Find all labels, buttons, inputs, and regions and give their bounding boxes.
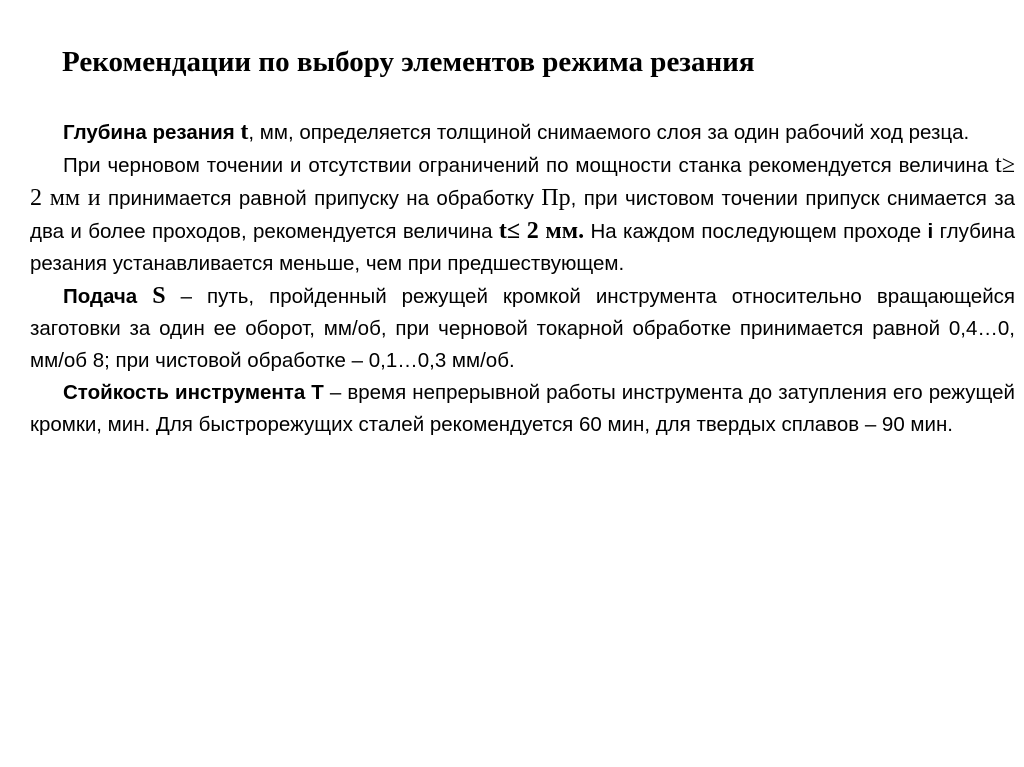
paragraph-depth <box>30 116 1015 149</box>
text-tool-life: – время непрерывной работы инструмента до затупления его режущей кромки, мин. Для быстрорежущих сталей рекомендуется 60 мин, для твердых сплавов – 90 мин. <box>30 381 1015 436</box>
text-roughing-5: глубина резания устанавливается меньше, чем при предшествующем. <box>30 220 1016 275</box>
text-roughing-3: , при чистовом точении припуск снимается за два и более проходов, рекомендуется величина <box>30 187 1015 243</box>
symbol-i: i <box>927 220 934 243</box>
text-feed: – путь, пройденный режущей кромкой инструмента относительно вращающейся заготовки за один ее оборот, мм/об, при черновой токарной обработке принимается равной 0,4…0, мм/об 8; при чистовой обработке – 0,1…0,3 мм/об. <box>30 285 1015 372</box>
paragraph-feed <box>30 280 1015 377</box>
symbol-s: S <box>152 283 166 309</box>
term-tool-life: Стойкость инструмента Т <box>63 381 324 404</box>
term-feed: Подача <box>63 285 138 308</box>
term-depth: Глубина резания <box>63 121 235 144</box>
text-roughing-1: При черновом точении и отсутствии ограничений по мощности станка рекомендуется величина <box>63 154 996 177</box>
formula-t-le-2: t≤ 2 мм. <box>498 218 585 244</box>
document-body <box>30 116 1015 441</box>
formula-t-ge-2: t≥ 2 мм и <box>30 152 1015 211</box>
text-roughing-2: принимается равной припуску на обработку <box>100 187 542 210</box>
symbol-t: t <box>240 119 249 145</box>
page-title: Рекомендации по выбору элементов режима резания <box>62 46 755 78</box>
paragraph-tool-life <box>30 377 1015 441</box>
symbol-pr: Пр <box>541 185 571 211</box>
text-roughing-4: На каждом последующем проходе <box>584 220 928 243</box>
paragraph-roughing <box>30 149 1015 280</box>
text-depth: , мм, определяется толщиной снимаемого слоя за один рабочий ход резца. <box>248 121 970 144</box>
